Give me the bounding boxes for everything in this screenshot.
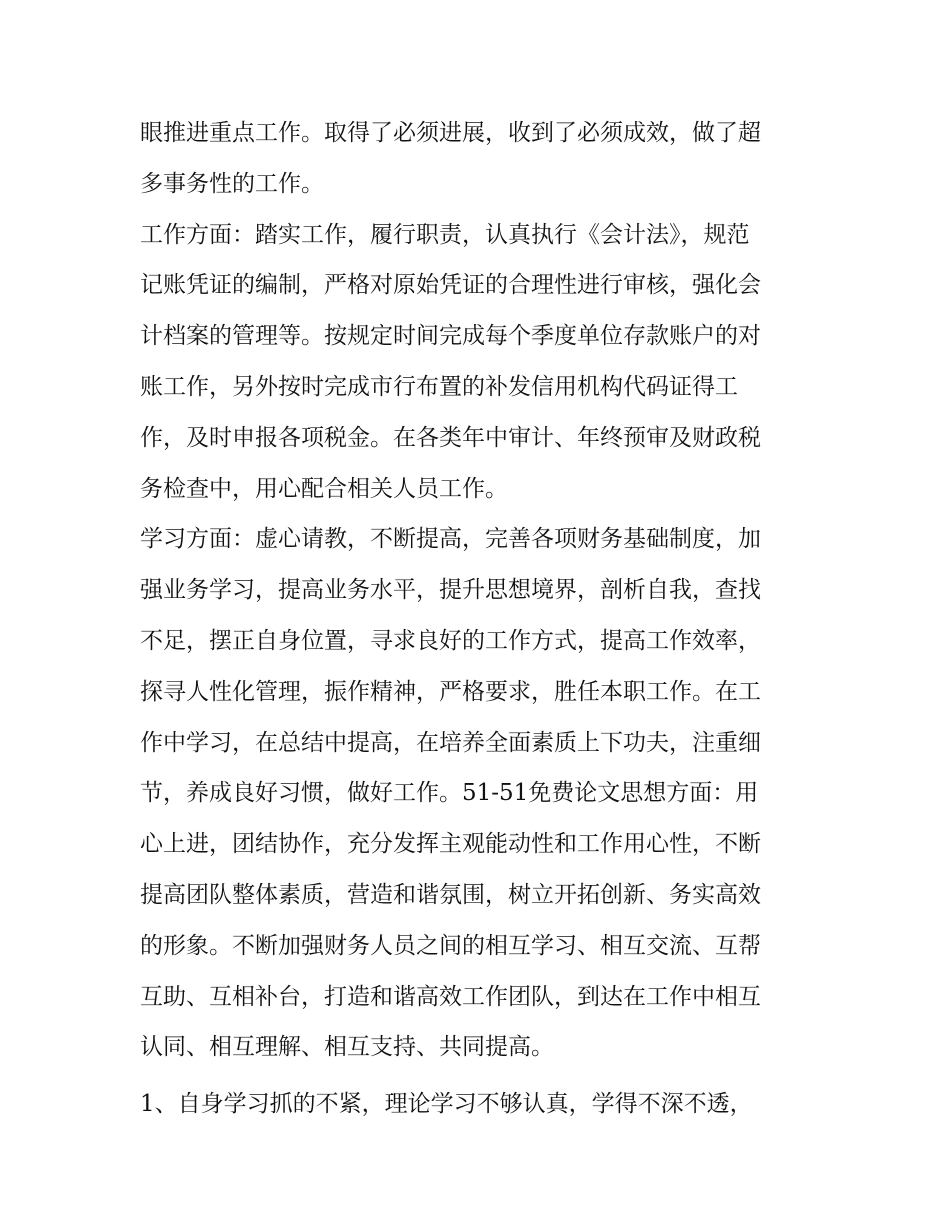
text-line: 账工作，另外按时完成市行布置的补发信用机构代码证得工 <box>140 373 738 400</box>
text-line: 提高团队整体素质，营造和谐氛围，树立开拓创新、务实高效 <box>140 881 761 908</box>
text-line: 作，及时申报各项税金。在各类年中审计、年终预审及财政税 <box>140 424 761 451</box>
text-line: 工作方面：踏实工作，履行职责，认真执行《会计法》，规范 <box>140 221 750 248</box>
text-line: 不足，摆正自身位置，寻求良好的工作方式，提高工作效率， <box>140 627 761 654</box>
text-line: 的形象。不断加强财务人员之间的相互学习、相互交流、互帮 <box>140 932 761 959</box>
text-line: 节，养成良好习惯，做好工作。51-51免费论文思想方面：用 <box>140 780 759 807</box>
text-line: 眼推进重点工作。取得了必须进展，收到了必须成效，做了超 <box>140 120 761 146</box>
text-line: 计档案的管理等。按规定时间完成每个季度单位存款账户的对 <box>140 323 761 350</box>
text-line: 作中学习，在总结中提高，在培养全面素质上下功夫，注重细 <box>140 729 761 756</box>
text-line: 1、自身学习抓的不紧，理论学习不够认真，学得不深不透， <box>140 1091 753 1118</box>
text-line: 学习方面：虚心请教，不断提高，完善各项财务基础制度，加 <box>140 526 761 553</box>
text-line: 互助、互相补台，打造和谐高效工作团队，到达在工作中相互 <box>140 983 761 1010</box>
text-line: 务检查中，用心配合相关人员工作。 <box>140 475 508 502</box>
text-line: 强业务学习，提高业务水平，提升思想境界，剖析自我，查找 <box>140 577 761 604</box>
text-line: 认同、相互理解、相互支持、共同提高。 <box>140 1034 554 1061</box>
text-line: 记账凭证的编制，严格对原始凭证的合理性进行审核，强化会 <box>140 272 761 299</box>
text-line: 心上进，团结协作，充分发挥主观能动性和工作用心性，不断 <box>140 831 761 858</box>
document-body <box>140 108 820 1130</box>
text-line: 探寻人性化管理，振作精神，严格要求，胜任本职工作。在工 <box>140 678 761 705</box>
text-line: 多事务性的工作。 <box>140 170 324 197</box>
